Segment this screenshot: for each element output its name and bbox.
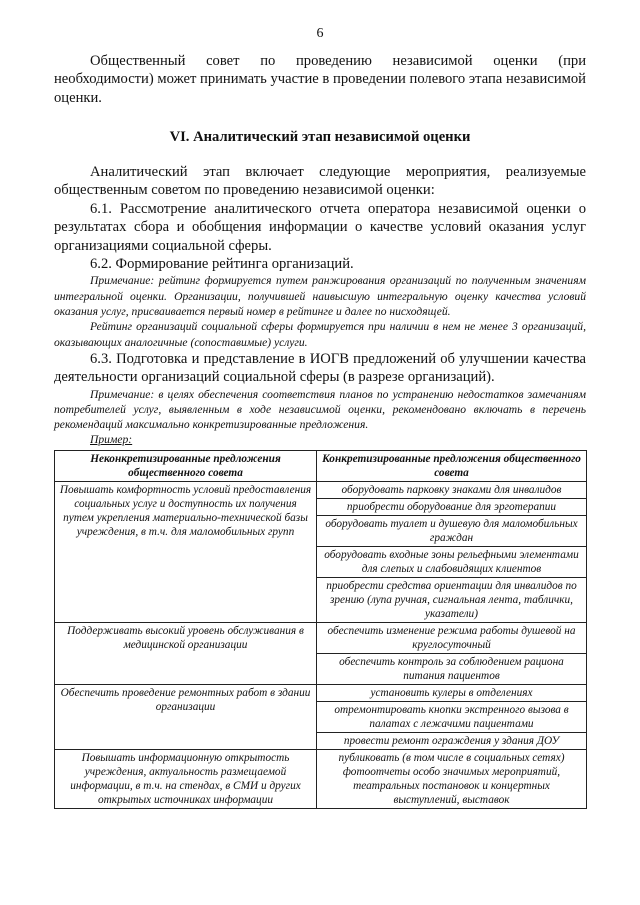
specific-proposal-cell: обеспечить изменение режима работы душевой на круглосуточный (317, 623, 587, 654)
table-row (55, 482, 587, 499)
table-row (55, 623, 587, 654)
specific-proposal-cell: приобрести средства ориентации для инвалидов по зрению (лупа ручная, сигнальная лента, таблички, указатели) (317, 578, 587, 623)
table-row (55, 750, 587, 809)
section-heading-block (54, 128, 586, 146)
note-6-3: Примечание: в целях обеспечения соответствия планов по устранению недостатков замечаниям потребителей услуг, выявленным в ходе независимой оценки, рекомендовано включать в перечень рекомендаций максимально конкретизированные предложения. (54, 387, 586, 432)
intro-block (54, 52, 586, 107)
example-label: Пример: (90, 432, 133, 446)
general-proposal-cell: Поддерживать высокий уровень обслуживания в медицинской организации (55, 623, 317, 685)
header-right: Конкретизированные предложения общественного совета (317, 451, 587, 482)
section-heading: VI. Аналитический этап независимой оценки (169, 129, 471, 145)
item-6-3: 6.3. Подготовка и представление в ИОГВ предложений об улучшении качества деятельности организаций социальной сферы (в разрезе организаций). (54, 350, 586, 386)
item-6-2: 6.2. Формирование рейтинга организаций. (90, 256, 354, 273)
specific-proposal-cell: приобрести оборудование для эрготерапии (317, 499, 587, 516)
general-proposal-cell: Повышать информационную открытость учреждения, актуальность размещаемой информации, в т.ч. на стендах, в СМИ и других открытых источниках информации (55, 750, 317, 809)
note-6-2-a: Примечание: рейтинг формируется путем ранжирования организаций по полученным значениям интегральной оценки. Организации, получившей наивысшую интегральную оценку качества условий оказания услуг, присваивается первый номер в рейтинге и далее по нисходящей. (54, 274, 586, 319)
proposals-table (54, 450, 587, 809)
specific-proposal-cell: публиковать (в том числе в социальных сетях) фотоотчеты особо значимых мероприятий, театральных постановок и концертных выступлений, выставок (317, 750, 587, 809)
specific-proposal-cell: оборудовать парковку знаками для инвалидов (317, 482, 587, 499)
item-6-1: 6.1. Рассмотрение аналитического отчета оператора независимой оценки о результатах сбора и обобщения информации о качестве условий оказания услуг организациями социальной сферы. (54, 200, 586, 254)
specific-proposal-cell: отремонтировать кнопки экстренного вызова в палатах с лежачими пациентами (317, 702, 587, 733)
specific-proposal-cell: оборудовать туалет и душевую для маломобильных граждан (317, 516, 587, 547)
section-body (54, 163, 586, 447)
specific-proposal-cell: установить кулеры в отделениях (317, 685, 587, 702)
table-row (55, 685, 587, 702)
note-6-2-b: Рейтинг организаций социальной сферы формируется при наличии в нем не менее 3 организаций, оказывающих аналогичные (сопоставимые) услуги. (54, 320, 586, 349)
general-proposal-cell: Повышать комфортность условий предоставления социальных услуг и доступность их получения путем укрепления материально-технической базы учреждения, в т.ч. для маломобильных групп (55, 482, 317, 623)
header-left: Неконкретизированные предложения общественного совета (55, 451, 317, 482)
intro-paragraph: Общественный совет по проведению независимой оценки (при необходимости) может принимать участие в проведении полевого этапа независимой оценки. (54, 53, 586, 106)
specific-proposal-cell: оборудовать входные зоны рельефными элементами для слепых и слабовидящих клиентов (317, 547, 587, 578)
section-intro: Аналитический этап включает следующие мероприятия, реализуемые общественным советом по проведению независимой оценки: (54, 164, 586, 199)
general-proposal-cell: Обеспечить проведение ремонтных работ в здании организации (55, 685, 317, 750)
page-number: 6 (316, 26, 324, 41)
specific-proposal-cell: провести ремонт ограждения у здания ДОУ (317, 733, 587, 750)
table-header-row (55, 451, 587, 482)
specific-proposal-cell: обеспечить контроль за соблюдением рациона питания пациентов (317, 654, 587, 685)
